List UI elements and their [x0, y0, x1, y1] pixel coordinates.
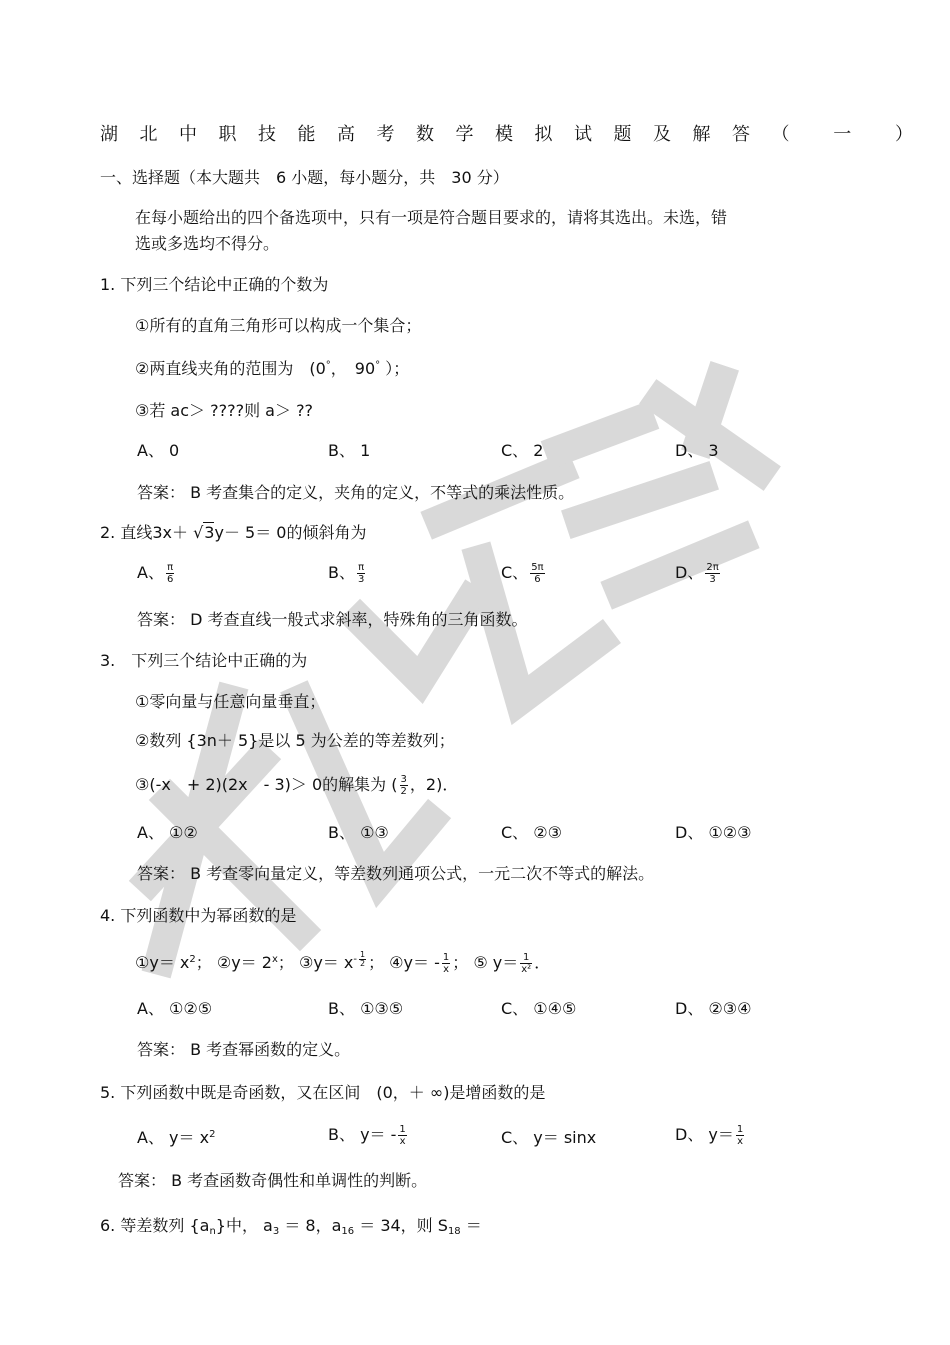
denominator: x² [521, 964, 532, 975]
exponent: 2 [209, 1129, 216, 1140]
denominator: 6 [166, 574, 174, 585]
subscript: 18 [447, 1226, 461, 1237]
watermark-stroke [440, 470, 600, 700]
separator: ； [277, 953, 294, 972]
q3-stem: 3. 下列三个结论中正确的为 [100, 651, 308, 670]
q2-stem-part: y－ 5＝ 0的倾斜角为 [214, 523, 367, 542]
subscript: 3 [272, 1226, 280, 1237]
exponent: 2 [189, 954, 196, 965]
fraction [705, 562, 719, 585]
numerator: 1 [523, 952, 530, 963]
q2-stem [100, 520, 367, 543]
instructions-line-2: 选或多选均不得分。 [135, 234, 280, 253]
denominator: 2 [359, 958, 366, 968]
title-text: 湖北中职技能高考数学模拟试题及解答 [100, 124, 772, 145]
q5-option-d [675, 1122, 746, 1147]
fraction [530, 562, 544, 585]
exponent-sign: - [353, 954, 357, 965]
q3-statement-1: ①零向量与任意向量垂直； [135, 692, 326, 711]
q4-option-c: C、 ①④⑤ [501, 999, 577, 1018]
denominator: 2 [400, 786, 407, 797]
separator: ； [452, 953, 469, 972]
instructions-line-1: 在每小题给出的四个备选项中，只有一项是符合题目要求的，请将其选出。未选，错 [135, 208, 728, 227]
q4-func-4: ④y＝ - [389, 953, 440, 972]
separator: ； [195, 953, 212, 972]
q3-s3-part: ③(-x + 2)(2x - 3)＞ 0的解集为 ( [135, 775, 398, 794]
q1-s2-part: ， 90 [330, 359, 376, 378]
numerator: 2π [706, 562, 719, 573]
q6-stem [100, 1213, 482, 1236]
q3-option-c: C、 ②③ [501, 823, 562, 842]
exponent: x [271, 954, 278, 965]
degree-mark: ° [375, 360, 381, 371]
q4-functions [135, 950, 550, 975]
q4-func-5: ⑤ y＝ [473, 953, 519, 972]
numerator: 1 [359, 949, 366, 959]
subscript: 16 [341, 1226, 355, 1237]
q1-option-b: B、 1 [328, 441, 371, 460]
q6-part: }中， a [215, 1216, 273, 1235]
q6-part: ＝ 34，则 S [359, 1216, 448, 1235]
q6-part: 6. 等差数列 {a [100, 1216, 210, 1235]
numerator: 5π [531, 562, 544, 573]
fraction [736, 1124, 744, 1147]
fraction [398, 1124, 406, 1147]
q4-option-d: D、 ②③④ [675, 999, 752, 1018]
section-heading: 一、选择题（本大题共 6 小题，每小题分，共 30 分） [100, 168, 509, 187]
q1-statement-3: ③若 ac＞ ????则 a＞ ?? [135, 401, 314, 420]
fraction [166, 562, 174, 585]
fraction [357, 562, 365, 585]
option-label: B、 [328, 563, 355, 582]
q1-stem: 1. 下列三个结论中正确的个数为 [100, 275, 329, 294]
q2-option-d [675, 560, 722, 585]
q1-option-a: A、 0 [137, 441, 180, 460]
q2-option-b [328, 560, 367, 585]
q2-option-a [137, 560, 176, 585]
option-label: C、 [501, 563, 529, 582]
numerator: π [167, 562, 174, 573]
denominator: 3 [705, 573, 719, 585]
denominator: 6 [530, 573, 544, 585]
q1-s2-part: ②两直线夹角的范围为 (0 [135, 359, 326, 378]
sqrt-symbol [193, 523, 214, 542]
subscript: n [209, 1226, 216, 1237]
q1-option-c: C、 2 [501, 441, 544, 460]
title-parens: （ 一 ） [771, 124, 932, 145]
numerator: 3 [400, 774, 407, 785]
fraction [520, 952, 532, 975]
option-text: A、 y＝ x [137, 1128, 210, 1147]
q3-statement-2: ②数列 {3n＋ 5}是以 5 为公差的等差数列； [135, 731, 455, 750]
option-label: D、 [675, 563, 704, 582]
denominator: x [737, 1136, 744, 1147]
q5-option-a [137, 1125, 215, 1148]
denominator: 3 [357, 574, 365, 585]
numerator: π [358, 562, 365, 573]
separator: ； [368, 953, 385, 972]
q1-s2-part: ）； [385, 359, 410, 378]
q3-s3-part: ，2)． [409, 775, 459, 794]
numerator: 1 [399, 1124, 406, 1135]
option-label: A、 [137, 563, 164, 582]
q1-option-d: D、 3 [675, 441, 719, 460]
q5-stem: 5. 下列函数中既是奇函数，又在区间 (0，＋ ∞)是增函数的是 [100, 1083, 546, 1102]
q4-func-3: ③y＝ x [298, 953, 354, 972]
q4-answer: 答案： B 考查幂函数的定义。 [137, 1040, 351, 1059]
q2-answer: 答案： D 考查直线一般式求斜率，特殊角的三角函数。 [137, 610, 528, 629]
q3-statement-3 [135, 772, 458, 797]
numerator: 1 [442, 952, 450, 963]
q5-option-b [328, 1122, 409, 1147]
page-title [100, 120, 932, 146]
denominator: x [443, 964, 449, 975]
option-text: D、 y＝ [675, 1125, 734, 1144]
q6-part: ＝ [465, 1216, 482, 1235]
q2-option-c [501, 560, 547, 585]
q5-option-c: C、 y＝ sinx [501, 1128, 597, 1147]
degree-mark: ° [325, 360, 331, 371]
q2-stem-part: 2. 直线3x＋ [100, 523, 194, 542]
q4-stem: 4. 下列函数中为幂函数的是 [100, 906, 297, 925]
q4-func-1: ①y＝ x [135, 953, 190, 972]
q4-option-a: A、 ①②⑤ [137, 999, 213, 1018]
q3-option-a: A、 ①② [137, 823, 198, 842]
q1-statement-1: ①所有的直角三角形可以构成一个集合； [135, 316, 422, 335]
sqrt-sign: √ [193, 523, 204, 542]
q1-statement-2 [135, 356, 409, 379]
numerator: 1 [736, 1124, 744, 1135]
exponent [353, 949, 368, 968]
q5-answer: 答案： B 考查函数奇偶性和单调性的判断。 [118, 1171, 428, 1190]
q3-option-b: B、 ①③ [328, 823, 389, 842]
denominator: x [399, 1136, 406, 1147]
option-text: B、 y＝ - [328, 1125, 397, 1144]
q3-answer: 答案： B 考查零向量定义，等差数列通项公式，一元二次不等式的解法。 [137, 864, 655, 883]
separator: ． [534, 953, 551, 972]
q6-part: ＝ 8，a [284, 1216, 342, 1235]
fraction [400, 774, 408, 797]
q4-option-b: B、 ①③⑤ [328, 999, 404, 1018]
fraction [442, 952, 450, 975]
fraction [359, 951, 366, 968]
q3-option-d: D、 ①②③ [675, 823, 752, 842]
sqrt-radicand: 3 [204, 523, 215, 542]
q1-answer: 答案： B 考查集合的定义，夹角的定义，不等式的乘法性质。 [137, 483, 575, 502]
q4-func-2: ②y＝ 2 [216, 953, 272, 972]
